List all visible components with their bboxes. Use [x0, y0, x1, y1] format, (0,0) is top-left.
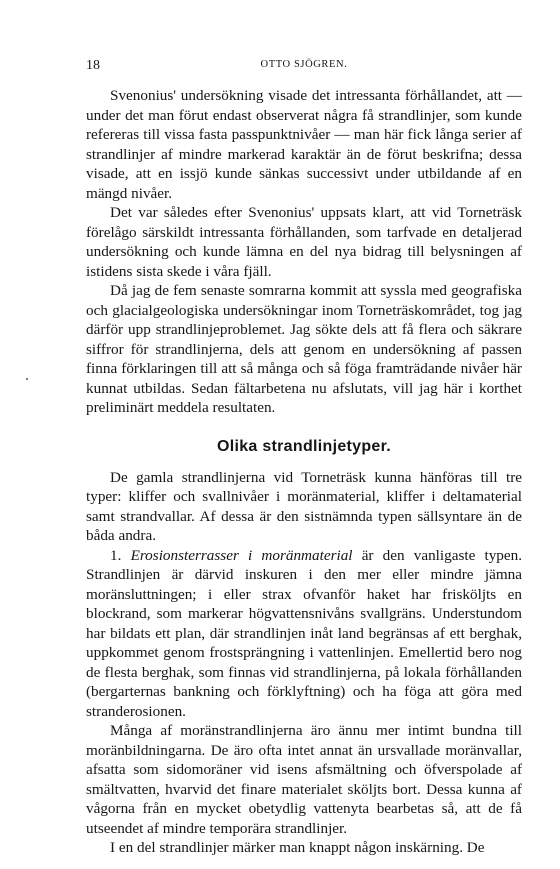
paragraph-1: Svenonius' undersökning visade det intressanta förhållandet, att — under det man förut endast observerat några få strandlinjer, som kunde refereras till vissa fasta passpunktnivåer — man här fick långa serier af strandlinjer af mindre markerad karaktär än de förut beskrifna; dessa visade, att en issjö kunde sänkas successivt under utbildande af en mängd nivåer. [86, 87, 522, 202]
paragraph-7: I en del strandlinjer märker man knappt någon inskärning. De [110, 839, 485, 856]
paragraph-5 [86, 546, 522, 722]
paragraph-5-text: är den vanligaste typen. Strandlinjen är därvid inskuren i den mer eller mindre jämna moränsluttningen; i eller strax ofvanför haket har frisköljts en blockrand, som markerar högvattensnivåns svallgräns. Understundom har bildats ett plan, där strandlinjen inåt land begränsas af ett berghak, uppkommet genom frostsprängning i vattenlinjen. Emellertid bero nog de flesta berghak, som finnas vid strandlinjerna, på lokala förhållanden (bergarternas bankning och förklyftning) och ha föga att göra med stranderosionen. [86, 546, 523, 720]
page-number: 18 [86, 58, 100, 73]
body-text [86, 86, 522, 858]
paragraph-4: De gamla strandlinjerna vid Torneträsk kunna hänföras till tre typer: kliffer och svallnivåer i moränmaterial, kliffer i deltamaterial samt strandvallar. Af dessa är den sistnämnda typen sällsyntare än de båda andra. [86, 468, 522, 544]
section-heading: Olika strandlinjetyper. [216, 437, 392, 455]
running-head: OTTO SJÖGREN. [260, 59, 348, 70]
emphasized-term: Erosionsterrasser i moränmaterial [130, 546, 353, 564]
paragraph-2: Det var således efter Svenonius' uppsats klart, att vid Torneträsk förelågo särskildt intressanta förhållanden, som tarfvade en detaljerad undersökning och kunde lämna en del nya bidrag till belysningen af istidens sista skede i våra fjäll. [86, 204, 522, 280]
margin-mark [26, 378, 28, 380]
paragraph-6: Många af moränstrandlinjerna äro ännu mer intimt bundna till moränbildningarna. De äro ofta intet annat än ursvallade moränvallar, afsatta som sidomoräner vid isens afsmältning och öfverspolade af smältvatten, hvarvid det finare materialet sköljts bort. Dessa kunna af vågorna från en mycket obetydlig vattenyta bearbetas så, att de få utseendet af mindre temporära strandlinjer. [86, 722, 522, 837]
page-header [86, 58, 522, 74]
paragraph-3: Då jag de fem senaste somrarna kommit att syssla med geografiska och glacialgeologiska undersökningar inom Torneträskområdet, tog jag därför upp strandlinjeproblemet. Jag sökte dels att få flera och säkrare siffror för strandlinjerna, dels att genom en undersökning af passen finna förklaringen till att så många och så föga framträdande nivåer här kunnat utbildas. Sedan fältarbetena nu afslutats, vill jag här i korthet preliminärt meddela resultaten. [86, 282, 522, 416]
list-number: 1. [110, 546, 122, 564]
